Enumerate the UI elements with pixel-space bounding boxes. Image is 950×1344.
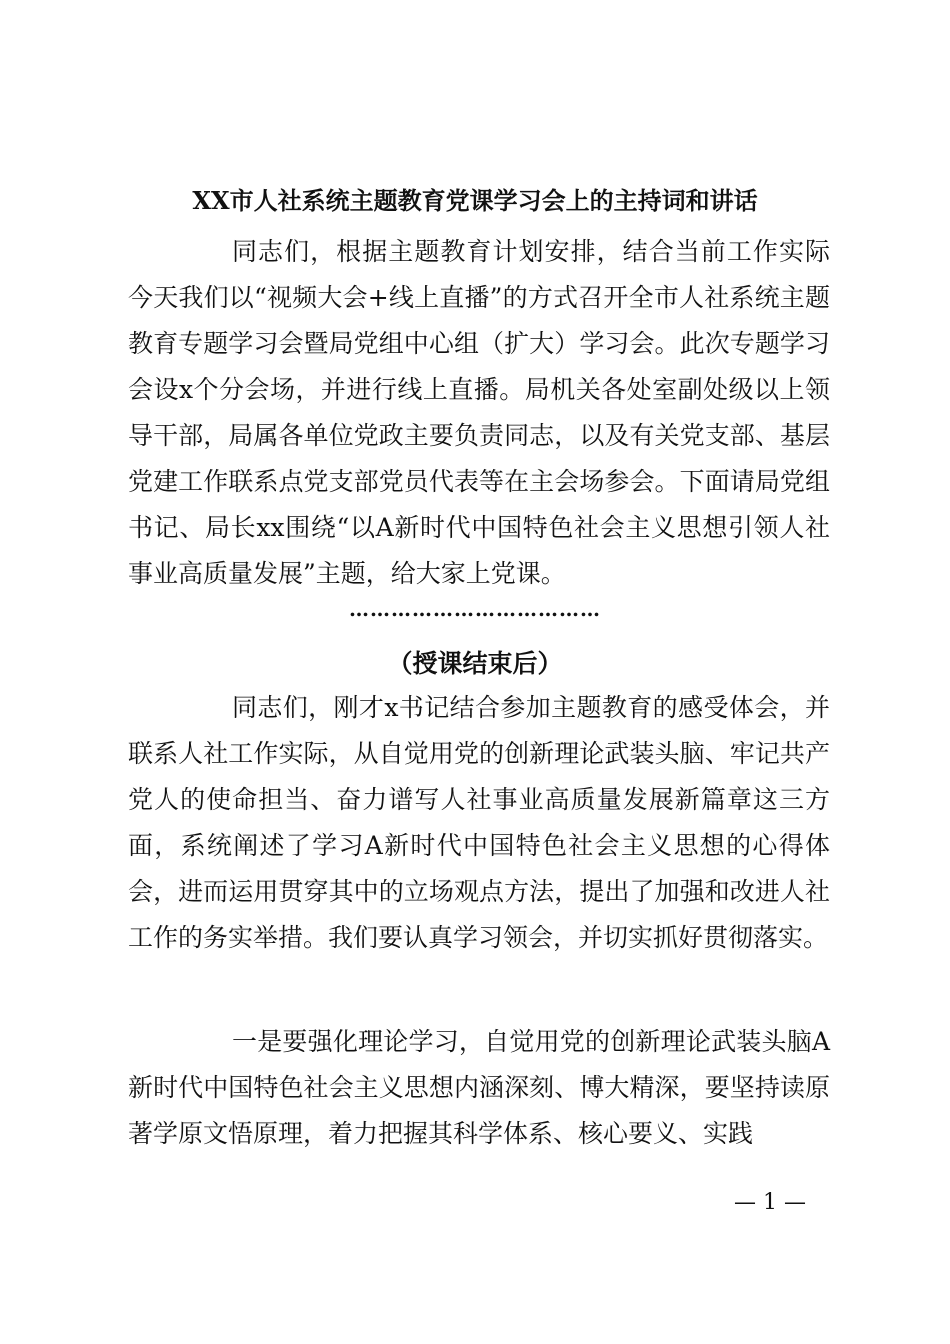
first-point-paragraph: 一是要强化理论学习，自觉用党的创新理论武装头脑A新时代中国特色社会主义思想内涵深刻、博大精深，要坚持读原著学原文悟原理，着力把握其科学体系、核心要义、实践 xyxy=(128,1027,830,1148)
closing-remarks-paragraph: 同志们，刚才x书记结合参加主题教育的感受体会，并联系人社工作实际，从自觉用党的创新理论武装头脑、牢记共产党人的使命担当、奋力谱写人社事业高质量发展新篇章这三方面，系统阐述了学习A新时代中国特色社会主义思想的心得体会，进而运用贯穿其中的立场观点方法，提出了加强和改进人社工作的务实举措。我们要认真学习领会，并切实抓好贯彻落实。 xyxy=(128,693,830,952)
page-number: — 1 — xyxy=(734,1190,806,1215)
section-subheading: （授课结束后） xyxy=(387,649,563,678)
section-separator: ……………………………… xyxy=(349,597,601,621)
opening-paragraph: 同志们，根据主题教育计划安排，结合当前工作实际今天我们以“视频大会+线上直播”的方式召开全市人社系统主题教育专题学习会暨局党组中心组（扩大）学习会。此次专题学习会设x个分会场，并进行线上直播。局机关各处室副处级以上领导干部，局属各单位党政主要负责同志，以及有关党支部、基层党建工作联系点党支部党员代表等在主会场参会。下面请局党组书记、局长xx围绕“以A新时代中国特色社会主义思想引领人社事业高质量发展”主题，给大家上党课。 xyxy=(128,237,830,588)
document-title: XX市人社系统主题教育党课学习会上的主持词和讲话 xyxy=(192,186,758,215)
